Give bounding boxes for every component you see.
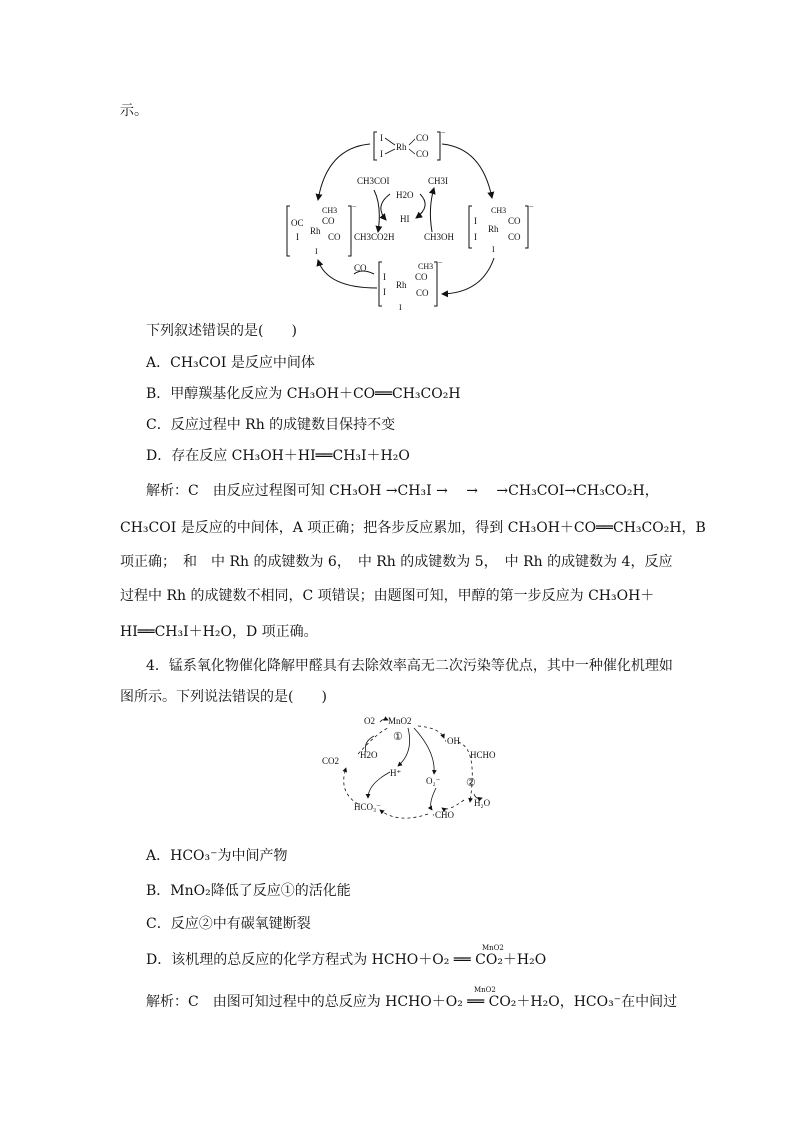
q3-option-b: B．甲醇羰基化反应为 CH₃OH＋CO══CH₃CO₂H bbox=[146, 386, 461, 402]
label-o2: O2 bbox=[364, 716, 375, 726]
svg-text:CH3: CH3 bbox=[418, 262, 434, 271]
svg-text:CO: CO bbox=[508, 232, 521, 242]
svg-text:I: I bbox=[383, 287, 386, 297]
q4-option-b: B．MnO₂降低了反应①的活化能 bbox=[146, 883, 351, 899]
q4-option-a: A．HCO₃⁻为中间产物 bbox=[146, 848, 288, 864]
label-hcho: HCHO bbox=[470, 750, 496, 760]
q4-stem-line-1: 4．锰系氧化物催化降解甲醛具有去除效率高无二次污染等优点，其中一种催化机理如 bbox=[146, 658, 673, 674]
svg-text:I: I bbox=[474, 216, 477, 226]
svg-text:CO: CO bbox=[322, 216, 335, 226]
q4-stem-line-2: 图所示。下列说法错误的是( ) bbox=[120, 689, 327, 705]
top-rh-complex bbox=[374, 128, 446, 160]
svg-text:−: − bbox=[441, 128, 446, 137]
bottom-rh-complex bbox=[379, 258, 443, 312]
q3-analysis-line-4: 过程中 Rh 的成键数不相同，C 项错误；由题图可知，甲醇的第一步反应为 CH₃OH＋ bbox=[120, 588, 655, 604]
svg-text:CO: CO bbox=[416, 288, 429, 298]
svg-text:−: − bbox=[529, 202, 534, 211]
svg-text:Rh: Rh bbox=[310, 226, 321, 236]
q3-option-d: D．存在反应 CH₃OH＋HI══CH₃I＋H₂O bbox=[146, 448, 410, 464]
svg-text:I: I bbox=[380, 133, 383, 143]
svg-text:OC: OC bbox=[291, 218, 304, 228]
q3-analysis-line-1: 解析：C 由反应过程图可知 CH₃OH →CH₃I → → →CH₃COI→CH₃CO₂H， bbox=[146, 483, 659, 499]
svg-text:I: I bbox=[380, 149, 383, 159]
label-step-1: ① bbox=[393, 731, 403, 743]
svg-text:Rh: Rh bbox=[396, 280, 407, 290]
svg-text:I: I bbox=[399, 303, 402, 312]
svg-text:CO: CO bbox=[416, 149, 429, 159]
svg-text:I: I bbox=[296, 232, 299, 242]
rh-catalytic-cycle-diagram bbox=[282, 128, 532, 318]
label-h2o-right: H₂O bbox=[474, 798, 491, 808]
species-ch3oh: CH3OH bbox=[424, 232, 455, 242]
species-hi: HI bbox=[400, 214, 410, 224]
svg-text:I: I bbox=[315, 247, 318, 256]
left-rh-complex bbox=[287, 202, 357, 256]
label-hco3: HCO₃⁻ bbox=[354, 802, 381, 812]
label-o2-minus: O₂⁻ bbox=[426, 776, 441, 786]
svg-text:I: I bbox=[474, 232, 477, 242]
svg-text:CO: CO bbox=[416, 133, 429, 143]
label-co2: CO2 bbox=[322, 756, 340, 766]
q4-analysis-catalyst-label: MnO2 bbox=[474, 986, 496, 994]
svg-text:I: I bbox=[492, 245, 495, 254]
right-rh-complex bbox=[469, 202, 534, 254]
svg-text:I: I bbox=[383, 272, 386, 282]
svg-text:CO: CO bbox=[415, 272, 428, 282]
q3-analysis-line-3: 项正确； 和 中 Rh 的成键数为 6， 中 Rh 的成键数为 5， 中 Rh 的成键数为 4，反应 bbox=[120, 554, 673, 570]
svg-text:CH3: CH3 bbox=[491, 206, 507, 215]
q4-analysis-line-1: 解析：C 由图可知过程中的总反应为 HCHO＋O₂ ══ CO₂＋H₂O，HCO₃⁻在中间过 bbox=[146, 994, 678, 1010]
svg-text:CO: CO bbox=[328, 232, 341, 242]
label-oh: ·OH bbox=[444, 736, 460, 746]
q3-analysis-line-5: HI══CH₃I＋H₂O，D 项正确。 bbox=[120, 624, 318, 640]
svg-text:Rh: Rh bbox=[488, 224, 499, 234]
q3-option-a: A．CH₃COI 是反应中间体 bbox=[146, 355, 315, 371]
q3-analysis-line-2: CH₃COI 是反应的中间体，A 项正确；把各步反应累加，得到 CH₃OH＋CO══CH₃CO₂H，B bbox=[120, 520, 706, 536]
label-step-2: ② bbox=[466, 777, 476, 789]
svg-text:CH3: CH3 bbox=[322, 206, 338, 215]
q4-option-d-catalyst-label: MnO2 bbox=[482, 944, 504, 952]
label-mno2: MnO2 bbox=[388, 716, 412, 726]
species-ch3coi: CH3COI bbox=[357, 176, 390, 186]
svg-text:−: − bbox=[438, 258, 443, 267]
species-h2o: H2O bbox=[396, 190, 414, 200]
q3-stem: 下列叙述错误的是( ) bbox=[146, 323, 297, 339]
label-h-plus: H⁺ bbox=[390, 768, 402, 778]
q3-option-c: C．反应过程中 Rh 的成键数目保持不变 bbox=[146, 417, 396, 433]
intro-text-tail: 示。 bbox=[120, 103, 148, 119]
svg-text:−: − bbox=[352, 202, 357, 211]
svg-text:Rh: Rh bbox=[396, 142, 407, 152]
mno2-catalytic-mechanism-diagram bbox=[318, 712, 518, 830]
label-h2o-left: H2O bbox=[360, 750, 378, 760]
label-cho: ·CHO bbox=[432, 810, 454, 820]
species-co: CO bbox=[354, 263, 367, 273]
q4-option-c: C．反应②中有碳氧键断裂 bbox=[146, 916, 311, 932]
species-ch3co2h: CH3CO2H bbox=[354, 232, 395, 242]
svg-text:CO: CO bbox=[508, 216, 521, 226]
species-ch3i: CH3I bbox=[428, 176, 448, 186]
q4-option-d: D．该机理的总反应的化学方程式为 HCHO＋O₂ ══ CO₂＋H₂O bbox=[146, 952, 547, 968]
